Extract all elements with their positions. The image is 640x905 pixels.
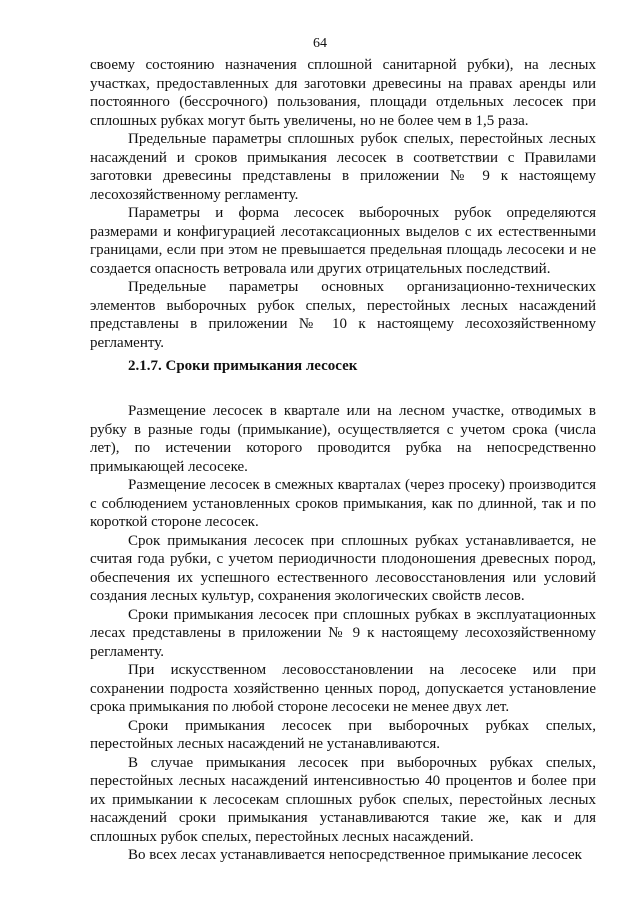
paragraph-clearcut-adjacency-term: Срок примыкания лесосек при сплошных рубках устанавливается, не считая года рубки, с учетом периодичности плодоношения древесных пород, обеспечения их успешного естественного лесовосстановления или условий создания лесных культур, сохранения экологических свойств лесов. — [90, 532, 596, 604]
paragraph-selective-cut-parameters: Предельные параметры основных организационно-технических элементов выборочных рубок спелых, перестойных лесных насаждений представлены в приложении № 10 к настоящему лесохозяйственному регламенту. — [90, 279, 596, 351]
paragraph-adjacent-quarters: Размещение лесосек в смежных кварталах (через просеку) производится с соблюдением установленных сроков примыкания, как по длинной, так и по короткой стороне лесосек. — [90, 477, 596, 530]
section-heading: 2.1.7. Сроки примыкания лесосек — [128, 358, 358, 374]
page-number: 64 — [313, 36, 327, 51]
paragraph-adjacency-definition: Размещение лесосек в квартале или на лесном участке, отводимых в рубку в разные годы (примыкание), осуществляется с учетом срока (числа лет), по истечении которого проводится рубка на непосредственно примыкающей лесосеке. — [90, 403, 596, 475]
section-text-block — [90, 402, 596, 865]
paragraph-continued: своему состоянию назначения сплошной санитарной рубки), на лесных участках, предоставленных для заготовки древесины на правах аренды или постоянного (бессрочного) пользования, площади отдельных лесосек при сплошных рубках могут быть увеличены, но не более чем в 1,5 раза. — [90, 57, 596, 129]
paragraph-all-forests: Во всех лесах устанавливается непосредственное примыкание лесосек — [128, 847, 582, 863]
paragraph-artificial-reforestation: При искусственном лесовосстановлении на лесосеке или при сохранении подроста хозяйственно ценных пород, допускается установление срока примыкания по любой стороне лесосеки не менее двух лет. — [90, 662, 596, 715]
top-text-block — [90, 56, 596, 352]
paragraph-selective-no-terms: Сроки примыкания лесосек при выборочных рубках спелых, перестойных лесных насаждений не устанавливаются. — [90, 717, 596, 752]
paragraph-exploitation-forests: Сроки примыкания лесосек при сплошных рубках в эксплуатационных лесах представлены в приложении № 9 к настоящему лесохозяйственному регламенту. — [90, 606, 596, 660]
paragraph-intensity-40: В случае примыкания лесосек при выборочных рубках спелых, перестойных лесных насаждений интенсивностью 40 процентов и более при их примыкании к лесосекам сплошных рубок спелых, перестойных лесных насаждений сроки примыкания устанавливаются такие же, как и для сплошных рубок спелых, перестойных лесных насаждений. — [90, 754, 596, 845]
paragraph-selective-cut-form: Параметры и форма лесосек выборочных рубок определяются размерами и конфигурацией лесотаксационных выделов с их естественными границами, если при этом не превышается предельная площадь лесосеки и не создается опасность ветровала или других отрицательных последствий. — [90, 205, 596, 277]
paragraph-clearcut-parameters: Предельные параметры сплошных рубок спелых, перестойных лесных насаждений и сроков примыкания лесосек в соответствии с Правилами заготовки древесины представлены в приложении № 9 к настоящему лесохозяйственному регламенту. — [90, 131, 596, 203]
